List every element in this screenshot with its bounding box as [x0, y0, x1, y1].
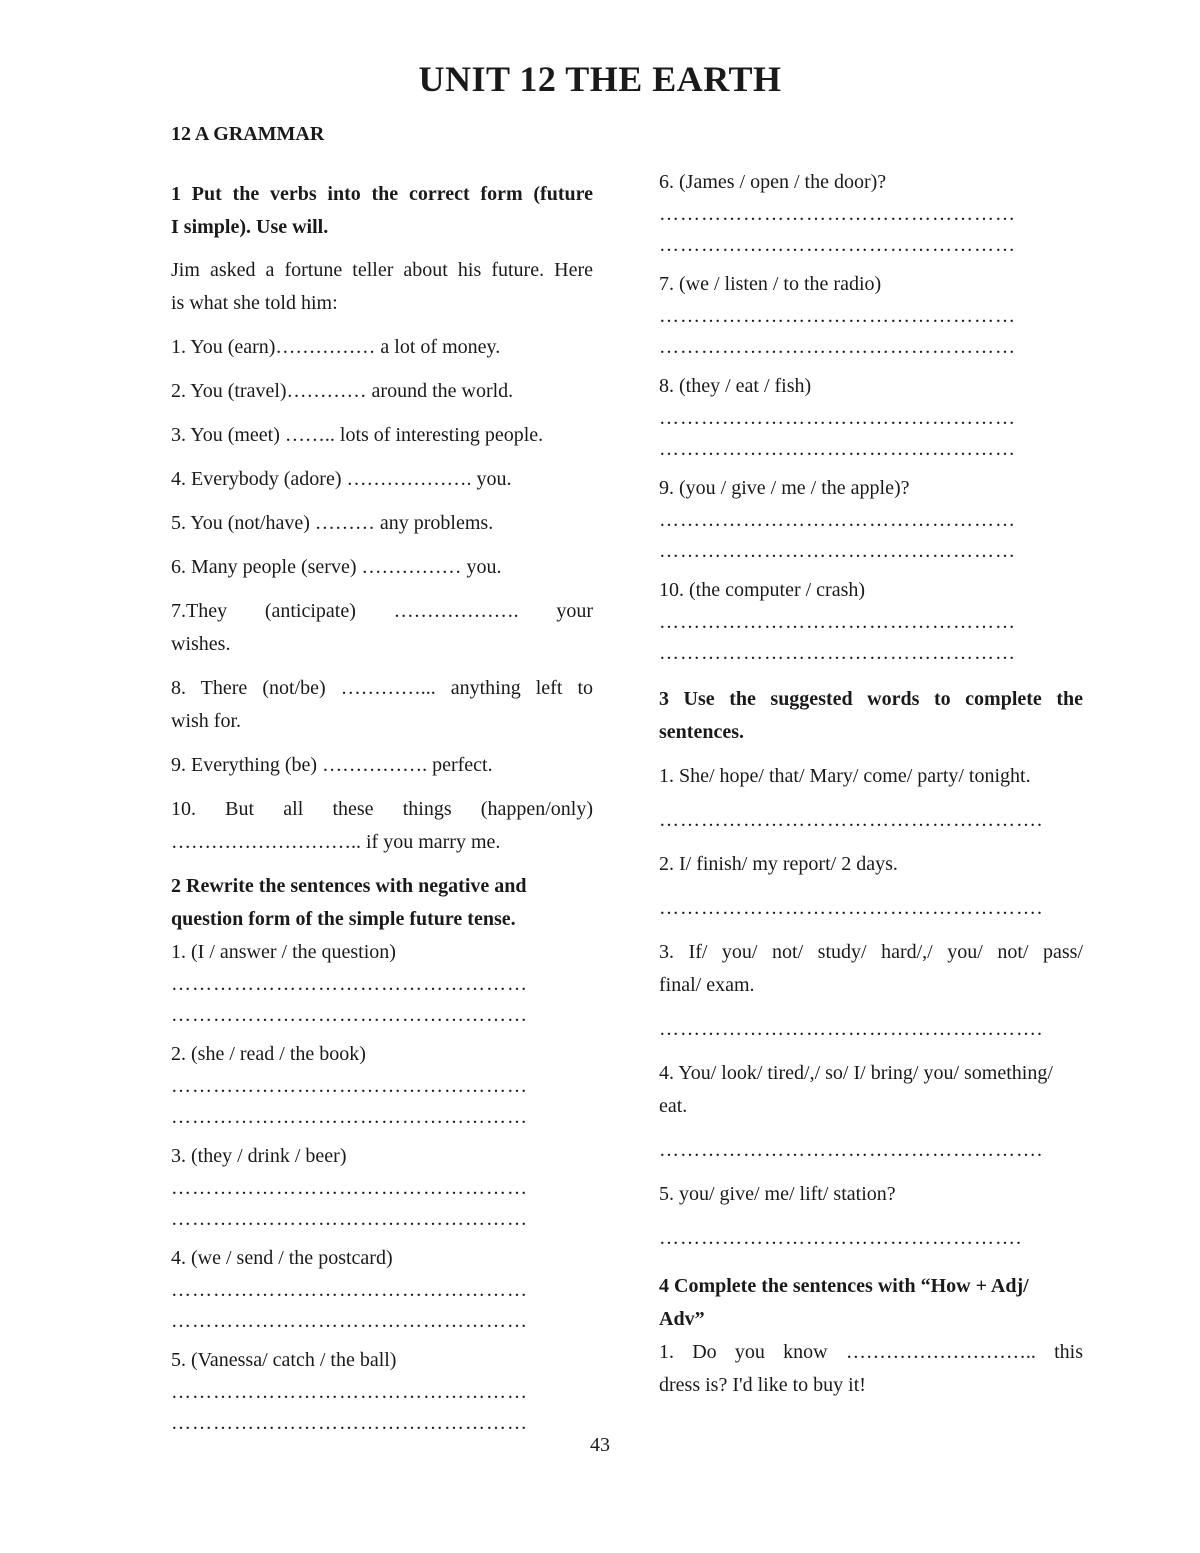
- answer-line[interactable]: ……………………………………………: [171, 1279, 528, 1301]
- answer-line[interactable]: ……………………………………………: [171, 1004, 528, 1026]
- ex3-item: 3. If/ you/ not/ study/ hard/,/ you/ not/ pass/: [659, 941, 1083, 963]
- ex2-item: 3. (they / drink / beer): [171, 1145, 347, 1167]
- answer-line[interactable]: ……………………………………………: [171, 1177, 528, 1199]
- ex2-item: 6. (James / open / the door)?: [659, 171, 887, 193]
- ex2-item: 10. (the computer / crash): [659, 579, 866, 601]
- ex3-item: 1. She/ hope/ that/ Mary/ come/ party/ tonight.: [659, 765, 1031, 787]
- ex1-item-7: 7.They (anticipate) ………………. your: [171, 600, 593, 622]
- answer-line[interactable]: ……………………………………………: [659, 540, 1016, 562]
- answer-line[interactable]: ……………………………………………….: [659, 809, 1043, 831]
- ex1-item: 2. You (travel)………… around the world.: [171, 380, 514, 402]
- answer-line[interactable]: ……………………………………………: [659, 305, 1016, 327]
- ex1-item: 4. Everybody (adore) ………………. you.: [171, 468, 512, 490]
- ex2-right-items: [659, 166, 1083, 669]
- ex1-item-9: 9. Everything (be) ……………. perfect.: [171, 754, 493, 776]
- ex4-heading: 4 Complete the sentences with “How + Adj/: [659, 1275, 1029, 1297]
- left-column: [171, 118, 593, 1439]
- ex1-item: 5. You (not/have) ……… any problems.: [171, 512, 494, 534]
- ex3-item: 2. I/ finish/ my report/ 2 days.: [659, 853, 898, 875]
- ex4-heading-line2: Adv”: [659, 1308, 705, 1330]
- ex4-item-line2: dress is? I'd like to buy it!: [659, 1374, 866, 1396]
- ex4-item: 1. Do you know ……………………….. this: [659, 1341, 1083, 1363]
- ex2-item: 7. (we / listen / to the radio): [659, 273, 882, 295]
- ex2-item: 2. (she / read / the book): [171, 1043, 366, 1065]
- section-heading: 12 A GRAMMAR: [171, 123, 325, 145]
- ex3-item: 4. You/ look/ tired/,/ so/ I/ bring/ you/ something/: [659, 1062, 1053, 1084]
- ex1-item-8: 8. There (not/be) …………... anything left to: [171, 677, 593, 699]
- answer-line[interactable]: ……………………………………………: [171, 1381, 528, 1403]
- ex1-item-10-line2: ……………………….. if you marry me.: [171, 831, 501, 853]
- ex2-heading-line2: question form of the simple future tense.: [171, 908, 516, 930]
- answer-line[interactable]: ……………………………………………: [171, 1412, 528, 1434]
- ex1-heading: 1 Put the verbs into the correct form (future: [171, 183, 593, 205]
- answer-line[interactable]: ……………………………………………….: [659, 897, 1043, 919]
- answer-line[interactable]: ……………………………………………: [171, 973, 528, 995]
- answer-line[interactable]: ……………………………………………: [659, 438, 1016, 460]
- answer-line[interactable]: ……………………………………………: [659, 203, 1016, 225]
- answer-line[interactable]: ……………………………………………: [659, 336, 1016, 358]
- answer-line[interactable]: ……………………………………………….: [659, 1018, 1043, 1040]
- right-column: [659, 166, 1083, 1402]
- answer-line[interactable]: ……………………………………………: [171, 1106, 528, 1128]
- answer-line[interactable]: ……………………………………………: [659, 509, 1016, 531]
- ex2-item: 1. (I / answer / the question): [171, 941, 396, 963]
- ex2-item: 5. (Vanessa/ catch / the ball): [171, 1349, 397, 1371]
- ex2-item: 9. (you / give / me / the apple)?: [659, 477, 910, 499]
- ex1-item-8-line2: wish for.: [171, 710, 241, 732]
- ex1-heading-line2: I simple). Use will.: [171, 216, 329, 238]
- ex1-item-7-line2: wishes.: [171, 633, 231, 655]
- answer-line[interactable]: ……………………………………………: [171, 1208, 528, 1230]
- ex2-heading: 2 Rewrite the sentences with negative and: [171, 875, 527, 897]
- ex2-item: 4. (we / send / the postcard): [171, 1247, 393, 1269]
- answer-line[interactable]: ……………………………………………: [659, 407, 1016, 429]
- answer-line[interactable]: ……………………………………………: [659, 642, 1016, 664]
- ex1-item: 3. You (meet) …….. lots of interesting people.: [171, 424, 544, 446]
- page-title: UNIT 12 THE EARTH: [418, 59, 782, 99]
- ex1-item-10: 10. But all these things (happen/only): [171, 798, 593, 820]
- ex3-item: 5. you/ give/ me/ lift/ station?: [659, 1183, 896, 1205]
- ex3-item-line2: eat.: [659, 1095, 688, 1117]
- answer-line[interactable]: ……………………………………………: [659, 611, 1016, 633]
- ex1-item: 6. Many people (serve) …………… you.: [171, 556, 502, 578]
- ex1-item: 1. You (earn)…………… a lot of money.: [171, 336, 501, 358]
- answer-line[interactable]: ……………………………………………: [171, 1310, 528, 1332]
- page-number: 43: [590, 1434, 610, 1456]
- ex1-intro-line2: is what she told him:: [171, 292, 338, 314]
- ex1-intro: Jim asked a fortune teller about his future. Here: [171, 259, 593, 281]
- answer-line[interactable]: ……………………………………………: [659, 234, 1016, 256]
- ex2-item: 8. (they / eat / fish): [659, 375, 812, 397]
- answer-line[interactable]: ……………………………………………….: [659, 1139, 1043, 1161]
- ex3-item-line2: final/ exam.: [659, 974, 755, 996]
- answer-line[interactable]: …………………………………………….: [659, 1227, 1022, 1249]
- answer-line[interactable]: ……………………………………………: [171, 1075, 528, 1097]
- ex3-heading-line2: sentences.: [659, 721, 744, 743]
- ex2-left-items: [171, 936, 593, 1439]
- ex3-heading: 3 Use the suggested words to complete the: [659, 688, 1083, 710]
